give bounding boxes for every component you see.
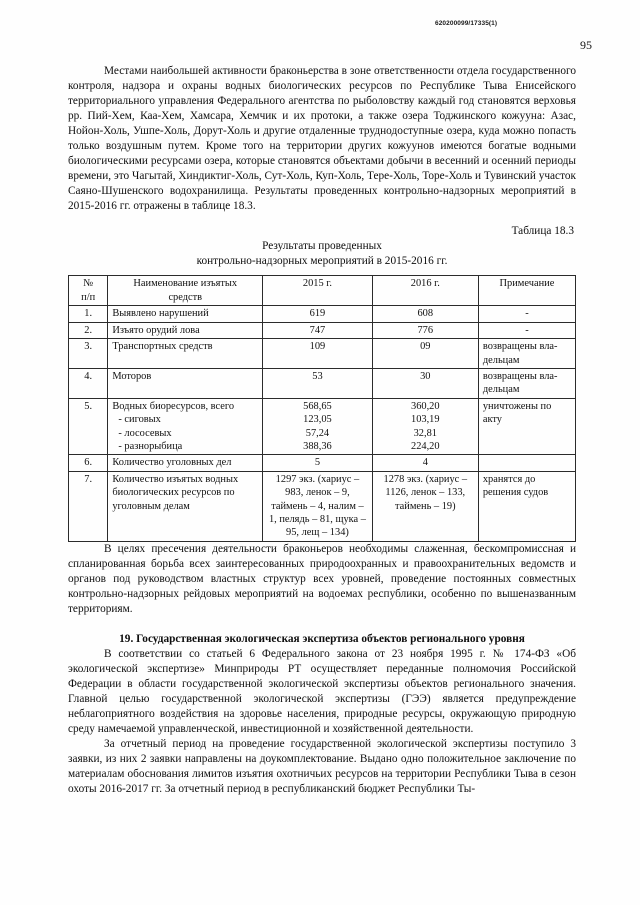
row-name-sub-3: - разнорыбица	[118, 440, 183, 452]
row-value-2016: 360,20 103,19 32,81 224,20	[372, 398, 478, 455]
row-value-2016: 608	[372, 306, 478, 322]
table-title-line1: Результаты проведенных	[262, 240, 382, 253]
row-name-sub-1: - сиговых	[118, 414, 161, 426]
paragraph-after-table: В целях пресечения деятельности браконьеров необходимы слаженная, бескомпромиссная и спланированная борьба всех заинтересованных природоохранных и правоохранительных ведомств и органов под руководством властных структур всех уровней, проведение постоянных совместных контрольно-надзорных рейдовых мероприятий на водоемах республики, особенно по вышеназванным территориям.	[68, 542, 576, 615]
row-value-2016: 30	[372, 368, 478, 398]
table-row	[69, 455, 576, 471]
row-value-2016: 1278 экз. (хариус – 1126, ленок – 133, таймень – 19)	[372, 471, 478, 541]
row-value-2016: 776	[372, 322, 478, 338]
row-value-2016: 09	[372, 339, 478, 369]
row-name: Изъято орудий лова	[108, 322, 263, 338]
header-year-2015: 2015 г.	[263, 276, 373, 306]
row-number: 6.	[69, 455, 108, 471]
row-name: Транспортных средств	[108, 339, 263, 369]
row-number: 3.	[69, 339, 108, 369]
table-body	[69, 306, 576, 542]
row-number: 2.	[69, 322, 108, 338]
row-note: уничтожены по акту	[478, 398, 575, 455]
row-name: Количество изъятых водных биологических ресурсов по уголовным делам	[108, 471, 263, 541]
row-note: возвращены вла-дельцам	[478, 368, 575, 398]
row-note: -	[478, 306, 575, 322]
row-value-2015: 1297 экз. (хариус – 983, ленок – 9, таймень – 4, налим – 1, пелядь – 81, щука – 95, лещ – 134)	[263, 471, 373, 541]
table-row	[69, 471, 576, 541]
row-value-2015: 747	[263, 322, 373, 338]
table-title	[68, 239, 576, 268]
row-number: 1.	[69, 306, 108, 322]
page-content	[68, 64, 576, 797]
paragraph-section-1: В соответствии со статьей 6 Федерального закона от 23 ноября 1995 г. № 174-ФЗ «Об экологической экспертизе» Минприроды РТ осуществляет переданные полномочия Российской Федерации в области государственной экологической экспертизы объектов регионального значения. Главной целью государственной экологической экспертизы (ГЭЭ) является предупреждение неблагоприятного воздействия на здоровье населения, природные ресурсы, окружающую природную среду намечаемой управленческой, инвестиционной и хозяйственной деятельности.	[68, 648, 576, 736]
header-note: Примечание	[478, 276, 575, 306]
row-note: хранятся до решения судов	[478, 471, 575, 541]
row-value-2015: 568,65 123,05 57,24 388,36	[263, 398, 373, 455]
row-number: 7.	[69, 471, 108, 541]
header-number: № п/п	[69, 276, 108, 306]
page-number: 95	[580, 38, 592, 52]
row-name-sub-2: - лососевых	[118, 427, 172, 439]
table-header-row	[69, 276, 576, 306]
table-row	[69, 368, 576, 398]
table-row	[69, 322, 576, 338]
row-name	[108, 398, 263, 455]
header-name: Наименование изъятых средств	[108, 276, 263, 306]
table-row	[69, 339, 576, 369]
header-year-2016: 2016 г.	[372, 276, 478, 306]
paragraph-section-2: За отчетный период на проведение государственной экологической экспертизы поступило 3 заявки, из них 2 заявки направлены на доукомплектование. Выдано одно положительное заключение по материалам обоснования лимитов изъятия охотничьих ресурсов на территории Республики Тыва в сезон охоты 2016-2017 гг. За отчетный период в республиканский бюджет Республики Ты-	[68, 738, 576, 796]
row-note	[478, 455, 575, 471]
row-number: 5.	[69, 398, 108, 455]
table-label: Таблица 18.3	[511, 225, 574, 238]
row-note: возвращены вла-дельцам	[478, 339, 575, 369]
table-title-line2: контрольно-надзорных мероприятий в 2015-2016 гг.	[196, 254, 448, 267]
row-value-2015: 619	[263, 306, 373, 322]
row-note: -	[478, 322, 575, 338]
row-value-2016: 4	[372, 455, 478, 471]
section-heading-19: 19. Государственная экологическая экспертиза объектов регионального уровня	[119, 633, 525, 646]
row-name-main: Водных биоресурсов, всего	[112, 400, 235, 412]
row-name: Моторов	[108, 368, 263, 398]
row-value-2015: 109	[263, 339, 373, 369]
paragraph-intro: Местами наибольшей активности браконьерства в зоне ответственности отдела государственного контроля, надзора и охраны водных биологических ресурсов по Республике Тыва Енисейского территориального управления Федерального агентства по рыболовству каждый год становятся верховья рр. Пий-Хем, Каа-Хем, Хамсара, Хемчик и их протоки, а также озера Тоджинского кожууна: Азас, Нойон-Холь, Ушпе-Холь, Дорут-Холь и другие отдаленные труднодоступные озера, куда можно попасть только воздушным путем. Кроме того на территории других кожуунов имеются богатые водными биологическими ресурсами озера, которые становятся объектами добычи в весенний и осенний периоды времени, это Чагытай, Хиндиктиг-Холь, Сут-Холь, Куп-Холь, Тере-Холь, Торе-Холь и Тувинский участок Саяно-Шушенского водохранилища. Результаты проведенных контрольно-надзорных мероприятий в 2015-2016 гг. отражены в таблице 18.3.	[68, 65, 576, 213]
table-header	[69, 276, 576, 306]
table-row	[69, 306, 576, 322]
results-table	[68, 275, 576, 541]
row-value-2015: 5	[263, 455, 373, 471]
row-value-2015: 53	[263, 368, 373, 398]
table-row	[69, 398, 576, 455]
row-number: 4.	[69, 368, 108, 398]
row-name: Выявлено нарушений	[108, 306, 263, 322]
row-name: Количество уголовных дел	[108, 455, 263, 471]
document-code: 620200099/17335(1)	[435, 20, 498, 27]
